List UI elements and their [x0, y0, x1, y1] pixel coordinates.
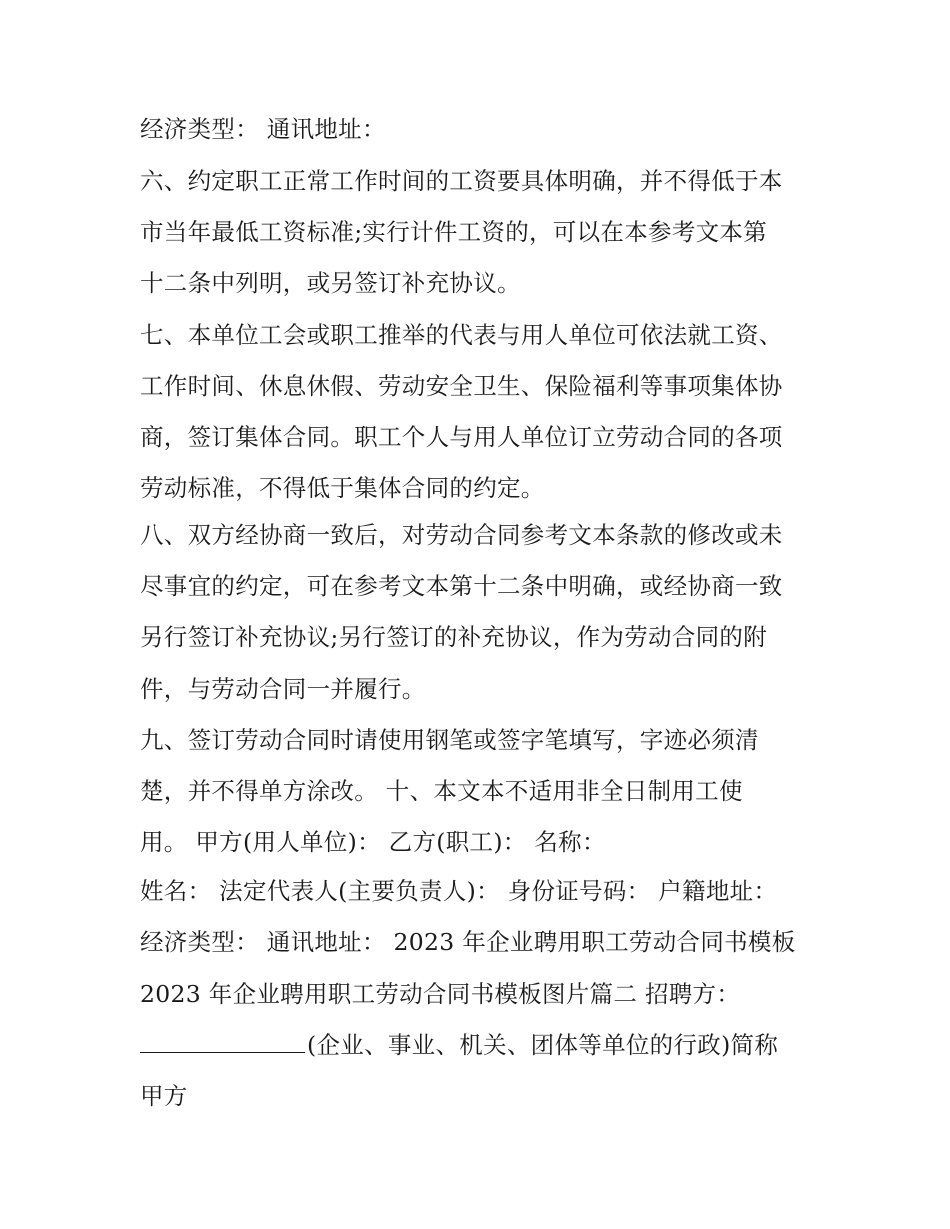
text-line: 商，签订集体合同。职工个人与用人单位订立劳动合同的各项	[140, 423, 783, 451]
text-line: 六、约定职工正常工作时间的工资要具体明确，并不得低于本	[140, 167, 783, 195]
text-line: 件，与劳动合同一并履行。	[140, 675, 426, 703]
text-line: 2023 年企业聘用职工劳动合同书模板图片篇二 招聘方：	[140, 980, 741, 1008]
text-line: 楚，并不得单方涂改。 十、本文本不适用非全日制用工使	[140, 777, 743, 805]
fill-in-blank	[140, 1030, 305, 1053]
text-line: 另行签订补充协议;另行签订的补充协议，作为劳动合同的附	[140, 623, 768, 651]
text-line-with-blank	[140, 1030, 778, 1060]
text-line: 十二条中列明，或另签订补充协议。	[140, 269, 521, 297]
text-line: 工作时间、休息休假、劳动安全卫生、保险福利等事项集体协	[140, 372, 783, 400]
text-line: 经济类型： 通讯地址：	[140, 115, 386, 143]
text-line: 八、双方经协商一致后，对劳动合同参考文本条款的修改或未	[140, 521, 783, 549]
text-line: 七、本单位工会或职工推举的代表与用人单位可依法就工资、	[140, 321, 783, 349]
text-line: 尽事宜的约定，可在参考文本第十二条中明确，或经协商一致	[140, 572, 783, 600]
text-line: 姓名： 法定代表人(主要负责人)： 身份证号码： 户籍地址：	[140, 877, 778, 905]
text-line: 用。 甲方(用人单位)： 乙方(职工)： 名称：	[140, 828, 606, 856]
text-line: (企业、事业、机关、团体等单位的行政)简称	[307, 1031, 779, 1059]
text-line: 市当年最低工资标准;实行计件工资的，可以在本参考文本第	[140, 218, 768, 246]
text-line: 九、签订劳动合同时请使用钢笔或签字笔填写，字迹必须清	[140, 726, 759, 754]
text-line: 甲方	[140, 1082, 188, 1110]
text-line: 经济类型： 通讯地址： 2023 年企业聘用职工劳动合同书模板	[140, 928, 796, 956]
text-line: 劳动标准，不得低于集体合同的约定。	[140, 474, 545, 502]
